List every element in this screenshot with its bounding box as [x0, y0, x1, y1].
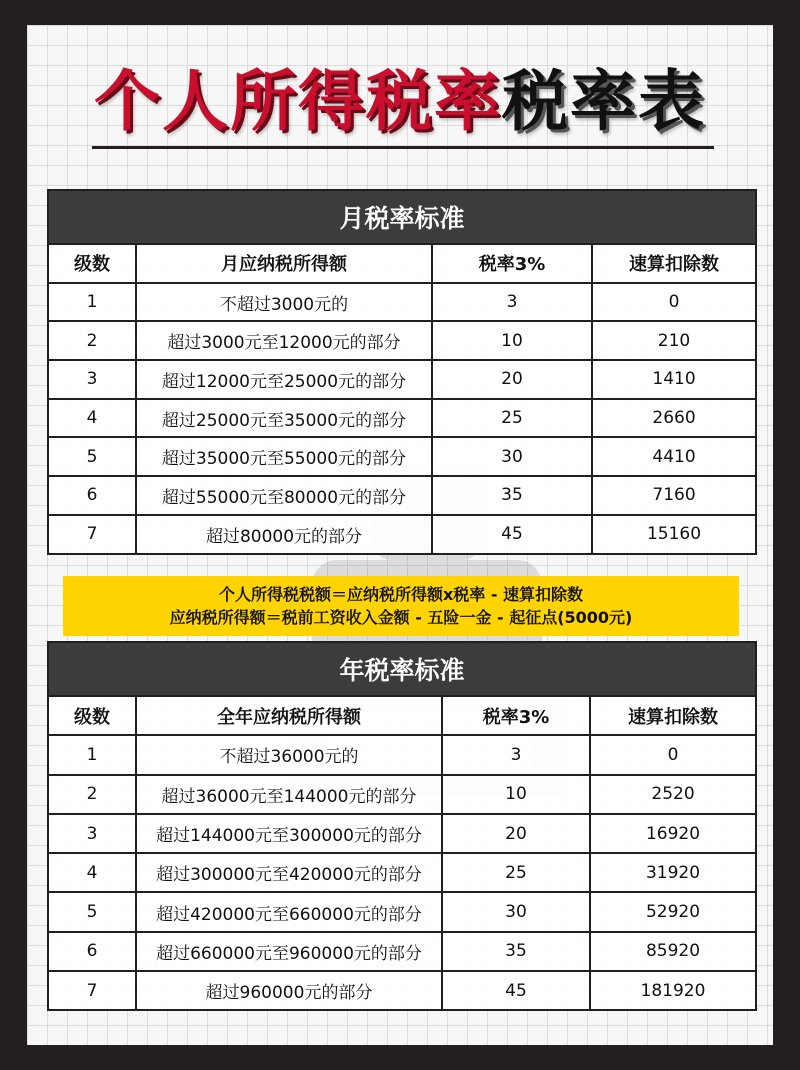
table-row: [48, 814, 756, 853]
monthly-table-heading: 月税率标准: [48, 190, 756, 244]
cell-level: 3: [48, 814, 136, 853]
cell-rate: 30: [442, 892, 590, 931]
cell-level: 2: [48, 321, 136, 360]
column-header-level: 级数: [48, 244, 136, 283]
yearly-column-headers: [48, 696, 756, 735]
column-header-level: 级数: [48, 696, 136, 735]
cell-taxable-income: 超过420000元至660000元的部分: [136, 892, 442, 931]
column-header-deduction: 速算扣除数: [592, 244, 756, 283]
monthly-rate-table: [47, 189, 757, 555]
cell-level: 7: [48, 515, 136, 554]
table-row: [48, 775, 756, 814]
cell-taxable-income: 超过300000元至420000元的部分: [136, 853, 442, 892]
cell-taxable-income: 超过80000元的部分: [136, 515, 432, 554]
cell-rate: 20: [442, 814, 590, 853]
cell-rate: 3: [432, 283, 592, 322]
cell-rate: 10: [442, 775, 590, 814]
cell-deduction: 0: [590, 735, 756, 774]
table-row: [48, 476, 756, 515]
cell-taxable-income: 超过12000元至25000元的部分: [136, 360, 432, 399]
formula-tax-amount: 个人所得税税额＝应纳税所得额x税率 - 速算扣除数: [218, 585, 584, 604]
table-row: [48, 853, 756, 892]
cell-level: 5: [48, 892, 136, 931]
cell-rate: 20: [432, 360, 592, 399]
table-row: [48, 932, 756, 971]
cell-deduction: 0: [592, 283, 756, 322]
table-row: [48, 515, 756, 554]
cell-level: 1: [48, 735, 136, 774]
table-row: [48, 360, 756, 399]
cell-taxable-income: 超过960000元的部分: [136, 971, 442, 1010]
page-title-black: 税率表: [502, 63, 706, 140]
formula-banner: [63, 576, 739, 636]
cell-deduction: 16920: [590, 814, 756, 853]
column-header-taxable-income: 全年应纳税所得额: [136, 696, 442, 735]
cell-taxable-income: 超过36000元至144000元的部分: [136, 775, 442, 814]
cell-level: 4: [48, 853, 136, 892]
cell-deduction: 31920: [590, 853, 756, 892]
cell-deduction: 4410: [592, 437, 756, 476]
cell-level: 6: [48, 476, 136, 515]
column-header-taxable-income: 月应纳税所得额: [136, 244, 432, 283]
cell-deduction: 1410: [592, 360, 756, 399]
table-row: [48, 437, 756, 476]
yearly-rate-table: [47, 641, 757, 1011]
cell-taxable-income: 不超过3000元的: [136, 283, 432, 322]
cell-taxable-income: 不超过36000元的: [136, 735, 442, 774]
cell-rate: 45: [432, 515, 592, 554]
table-row: [48, 971, 756, 1010]
table-row: [48, 892, 756, 931]
table-row: [48, 321, 756, 360]
title-divider: [92, 146, 714, 149]
cell-taxable-income: 超过3000元至12000元的部分: [136, 321, 432, 360]
cell-taxable-income: 超过660000元至960000元的部分: [136, 932, 442, 971]
cell-deduction: 2660: [592, 399, 756, 438]
table-row: [48, 399, 756, 438]
yearly-table-heading: 年税率标准: [48, 642, 756, 696]
cell-rate: 35: [442, 932, 590, 971]
cell-deduction: 181920: [590, 971, 756, 1010]
cell-rate: 30: [432, 437, 592, 476]
table-row: [48, 735, 756, 774]
cell-level: 6: [48, 932, 136, 971]
column-header-deduction: 速算扣除数: [590, 696, 756, 735]
cell-level: 4: [48, 399, 136, 438]
page-title-red: 个人所得税率: [94, 63, 502, 140]
cell-level: 7: [48, 971, 136, 1010]
cell-deduction: 210: [592, 321, 756, 360]
cell-deduction: 52920: [590, 892, 756, 931]
cell-taxable-income: 超过25000元至35000元的部分: [136, 399, 432, 438]
cell-rate: 10: [432, 321, 592, 360]
tax-rate-sheet: [27, 25, 773, 1045]
cell-rate: 3: [442, 735, 590, 774]
table-row: [48, 283, 756, 322]
cell-level: 3: [48, 360, 136, 399]
cell-rate: 45: [442, 971, 590, 1010]
cell-deduction: 7160: [592, 476, 756, 515]
cell-taxable-income: 超过35000元至55000元的部分: [136, 437, 432, 476]
cell-level: 5: [48, 437, 136, 476]
cell-rate: 35: [432, 476, 592, 515]
monthly-column-headers: [48, 244, 756, 283]
column-header-rate: 税率3%: [442, 696, 590, 735]
formula-taxable-income: 应纳税所得额＝税前工资收入金额 - 五险一金 - 起征点(5000元): [169, 608, 633, 627]
cell-deduction: 15160: [592, 515, 756, 554]
cell-rate: 25: [432, 399, 592, 438]
column-header-rate: 税率3%: [432, 244, 592, 283]
cell-deduction: 2520: [590, 775, 756, 814]
cell-taxable-income: 超过144000元至300000元的部分: [136, 814, 442, 853]
cell-level: 2: [48, 775, 136, 814]
cell-rate: 25: [442, 853, 590, 892]
page-title: [27, 61, 773, 143]
cell-deduction: 85920: [590, 932, 756, 971]
cell-level: 1: [48, 283, 136, 322]
cell-taxable-income: 超过55000元至80000元的部分: [136, 476, 432, 515]
